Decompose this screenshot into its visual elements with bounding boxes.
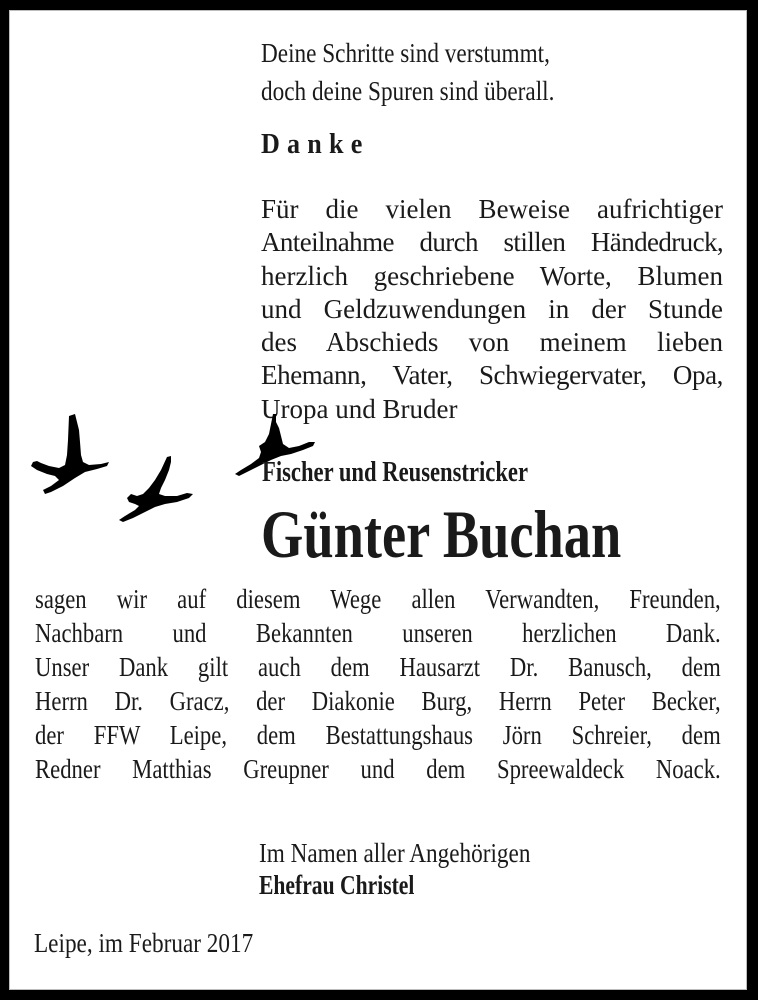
thanks-line bbox=[35, 650, 721, 684]
signature-line-2 bbox=[259, 870, 453, 901]
thanks-line-text: Herrn Dr. Gracz, der Diakonie Burg, Herrn Peter Becker, bbox=[35, 686, 721, 716]
place-date-text: Leipe, im Februar 2017 bbox=[34, 928, 254, 958]
thanks-line-text: Nachbarn und Bekannten unseren herzlichen Dank. bbox=[35, 618, 721, 648]
thanks-line bbox=[35, 616, 721, 650]
obituary-card bbox=[9, 10, 747, 990]
name-text: Günter Buchan bbox=[261, 496, 622, 572]
intro-line: Uropa und Bruder bbox=[261, 393, 458, 424]
thanks-line bbox=[35, 752, 721, 786]
thanks-paragraph bbox=[35, 582, 721, 786]
intro-line: herzlich geschriebene Worte, Blumen bbox=[261, 260, 723, 291]
signature-line-1 bbox=[259, 838, 575, 869]
thanks-line-text: der FFW Leipe, dem Bestattungshaus Jörn Schreier, dem bbox=[35, 720, 721, 750]
poem-line-2: doch deine Spuren sind überall. bbox=[261, 76, 555, 106]
flying-geese-icon bbox=[9, 10, 329, 530]
intro-line: Anteilnahme durch stillen Händedruck, bbox=[261, 227, 723, 258]
poem-line-1: Deine Schritte sind verstummt, bbox=[261, 38, 550, 68]
intro-paragraph bbox=[261, 193, 723, 426]
thanks-line bbox=[35, 582, 721, 616]
signature-text: Im Namen aller Angehörigen bbox=[259, 838, 531, 868]
intro-line: Ehemann, Vater, Schwiegervater, Opa, bbox=[261, 360, 723, 391]
thanks-line-text: Redner Matthias Greupner und dem Spreewaldeck Noack. bbox=[35, 754, 721, 784]
goose-icon bbox=[119, 456, 193, 522]
thanks-line bbox=[35, 684, 721, 718]
deceased-name bbox=[261, 496, 711, 572]
signature-name: Ehefrau Christel bbox=[259, 870, 415, 900]
place-date bbox=[34, 928, 289, 959]
thanks-line-text: sagen wir auf diesem Wege allen Verwandten, Freunden, bbox=[35, 584, 721, 614]
deceased-occupation bbox=[262, 456, 603, 489]
goose-icon bbox=[31, 414, 109, 494]
intro-line: Für die vielen Beweise aufrichtiger bbox=[261, 194, 723, 224]
intro-line: des Abschieds von meinem lieben bbox=[261, 327, 723, 358]
intro-line: und Geldzuwendungen in der Stunde bbox=[261, 293, 723, 324]
occupation-text: Fischer und Reusenstricker bbox=[262, 456, 528, 488]
thanks-line-text: Unser Dank gilt auch dem Hausarzt Dr. Banusch, dem bbox=[35, 652, 721, 682]
heading-text: Danke bbox=[261, 128, 370, 160]
thanks-line bbox=[35, 718, 721, 752]
